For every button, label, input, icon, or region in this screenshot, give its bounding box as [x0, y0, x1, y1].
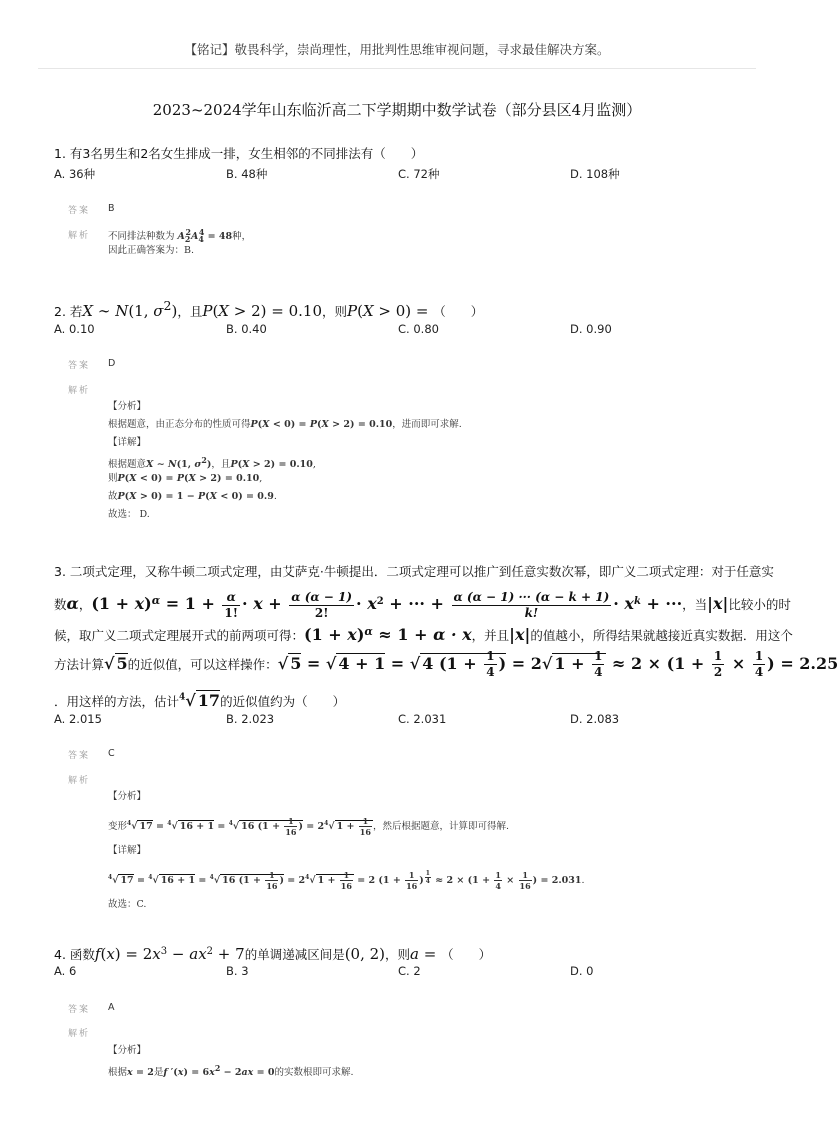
question-3-option-a: A. 2.015 — [54, 712, 102, 726]
question-3-line-1: 3. 二项式定理，又称牛顿二项式定理，由艾萨克·牛顿提出．二项式定理可以推广到任意实数次幂，即广义二项式定理：对于任意实 — [54, 564, 774, 579]
question-4-answer: A — [108, 1002, 115, 1013]
question-3-options — [54, 712, 744, 730]
question-2-solution — [108, 398, 728, 524]
question-2-option-a: A. 0.10 — [54, 322, 95, 336]
solution-line: 根据题意，由正态分布的性质可得P(X < 0) = P(X > 2) = 0.10，进而即可求解. — [108, 419, 462, 430]
solution-line: 故P(X > 0) = 1 − P(X < 0) = 0.9. — [108, 491, 277, 502]
solution-heading: 【详解】 — [108, 437, 147, 448]
motto: 【铭记】敬畏科学，崇尚理性，用批判性思维审视问题，寻求最佳解决方案。 — [184, 42, 610, 57]
exam-title: 2023~2024学年山东临沂高二下学期期中数学试卷（部分县区4月监测） — [152, 101, 642, 119]
question-2-answer: D — [108, 358, 116, 369]
question-3-line-5: ．用这样的方法，估计$^4$√ 17的近似值约为（ ） — [54, 691, 346, 711]
question-1-text: 1. 有3名男生和2名女生排成一排，女生相邻的不同排法有（ ） — [54, 146, 424, 161]
question-3-option-d: D. 2.083 — [570, 712, 620, 726]
solution-line: $^4$√ 17 = $^4$√ 16 + 1 = $^4$√ 16 (1 + $\frac{1}{16}$ ) = $2^4√$ 1 + $\frac{1}{16}$ = 2 (1 + $\frac{1}{16}$ ) $^{\frac{1}{4}}$ ≈ 2 × (1 + $\frac{1}{4}$ × $\frac{1}{16}$ ) = 2.031. — [108, 870, 585, 892]
question-2-options — [54, 322, 744, 340]
question-1-answer-label: 答案 — [68, 206, 91, 216]
question-3-solution — [108, 788, 728, 914]
question-3-line-4: 方法计算√ 5的近似值，可以这样操作：√ 5 = √ 4 + 1 = √ 4 (1 + $\frac{1}{4}$ ) = 2√ 1 + $\frac{1}{4}$ ≈ 2 × (1 + $\frac{1}{2}$ × $\frac{1}{4}$ ) = 2.25 — [54, 649, 838, 679]
solution-heading: 【分析】 — [108, 401, 147, 412]
header-divider — [38, 68, 756, 69]
question-4-answer-label: 答案 — [68, 1005, 91, 1015]
question-4-option-d: D. 0 — [570, 964, 594, 978]
question-1-option-d: D. 108种 — [570, 167, 620, 181]
question-1-option-a: A. 36种 — [54, 167, 96, 181]
question-4-option-a: A. 6 — [54, 964, 77, 978]
solution-line: 根据题意X ∼ N(1, $\sigma^2$)，且P(X > 2) = 0.10, — [108, 456, 316, 471]
question-4-option-c: C. 2 — [398, 964, 421, 978]
question-2-analysis-label: 解析 — [68, 386, 91, 396]
question-2-option-d: D. 0.90 — [570, 322, 612, 336]
question-4-solution — [108, 1042, 728, 1078]
question-2 — [54, 294, 744, 324]
solution-line: 则P(X < 0) = P(X > 2) = 0.10, — [108, 473, 263, 484]
question-2-option-b: B. 0.40 — [226, 322, 267, 336]
question-1-option-b: B. 48种 — [226, 167, 268, 181]
question-3-option-c: C. 2.031 — [398, 712, 447, 726]
solution-line: 故选： D. — [108, 509, 150, 520]
question-4-analysis-label: 解析 — [68, 1029, 91, 1039]
solution-line: 根据x = 2是f $'(x) = 6x^2 - 2ax = 0$的实数根即可求解. — [108, 1064, 354, 1079]
question-2-text: 2. 若X ∼ N(1, $\sigma^2$)，且P(X > 2) = 0.10，则P(X > 0) = （ ） — [54, 298, 484, 320]
question-2-answer-label: 答案 — [68, 361, 91, 371]
question-2-option-c: C. 0.80 — [398, 322, 439, 336]
question-3-line-3: 候，取广义二项式定理展开式的前两项可得：$(1 + x)^\alpha \approx 1 + \alpha \cdot x$，并且|x|的值越小，所得结果就越接近真实数据．用这个 — [54, 625, 793, 645]
solution-heading: 【分析】 — [108, 791, 147, 802]
question-1-analysis-label: 解析 — [68, 231, 91, 241]
question-3-answer-label: 答案 — [68, 751, 91, 761]
question-3-analysis-label: 解析 — [68, 776, 91, 786]
solution-heading: 【详解】 — [108, 845, 147, 856]
question-3-option-b: B. 2.023 — [226, 712, 275, 726]
question-4-options — [54, 964, 744, 982]
question-1 — [54, 142, 744, 166]
question-3-line-2: 数α，$(1 + x)^\alpha = 1$ + $\frac{\alpha}{1!}$ · x + $\frac{\alpha (\alpha - 1)}{2!}$ · $x^2$ + ··· + $\frac{\alpha (\alpha - 1) \cdot\cdot\cdot (\alpha - k + 1)}{k!}$ · $x^k$ + ···，当|x|比较小的时 — [54, 590, 791, 621]
solution-line: 不同排法种数为 $A_2^2A_4^4 = 48$种， — [108, 228, 252, 245]
question-1-answer: B — [108, 203, 115, 214]
question-1-solution — [108, 224, 728, 260]
question-1-options — [54, 166, 744, 184]
solution-line: 因此正确答案为：B. — [108, 245, 195, 256]
question-4-text: 4. 函数$f(x) = 2x^3 - ax^2 + 7$的单调递减区间是(0, 2)，则a = （ ） — [54, 945, 492, 964]
question-3-answer: C — [108, 748, 115, 759]
solution-heading: 【分析】 — [108, 1045, 147, 1056]
question-4-option-b: B. 3 — [226, 964, 249, 978]
solution-line: 变形$^4$√ 17 = $^4$√ 16 + 1 = $^4$√ 16 (1 + $\frac{1}{16}$ ) = $2^4√$ 1 + $\frac{1}{16}$ ，然后根据题意，计算即可得解. — [108, 816, 509, 838]
question-1-option-c: C. 72种 — [398, 167, 440, 181]
solution-line: 故选：C. — [108, 899, 147, 910]
